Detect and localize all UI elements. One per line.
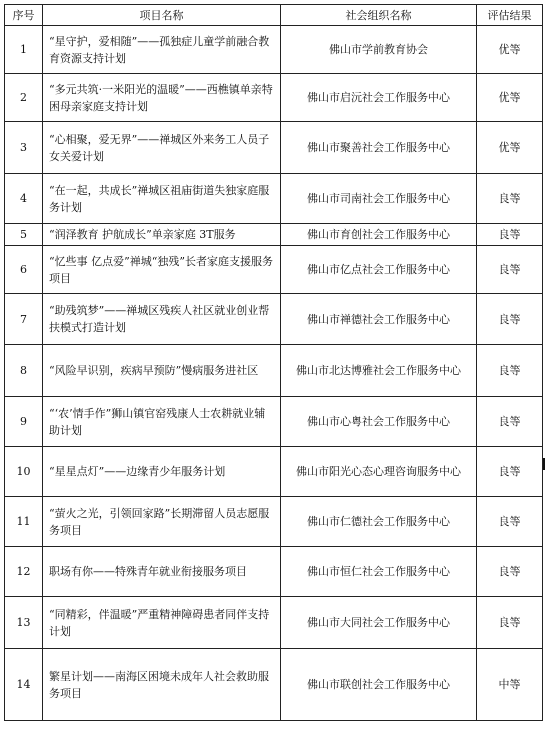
organization-name: 佛山市育创社会工作服务中心 (281, 224, 477, 246)
evaluation-result: 优等 (477, 122, 543, 174)
project-name: “风险早识别，疾病早预防”慢病服务进社区 (43, 345, 281, 397)
project-name: “助残筑梦”——禅城区残疾人社区就业创业帮扶模式打造计划 (43, 294, 281, 345)
organization-name: 佛山市大同社会工作服务中心 (281, 597, 477, 649)
project-name: “润泽教育 护航成长”单亲家庭 3T服务 (43, 224, 281, 246)
project-name: “多元共筑·一米阳光的温暖”——西樵镇单亲特困母亲家庭支持计划 (43, 74, 281, 122)
row-number: 14 (5, 649, 43, 721)
table-row (5, 597, 543, 649)
evaluation-result: 良等 (477, 497, 543, 547)
row-number: 11 (5, 497, 43, 547)
project-name: “星守护，爱相随”——孤独症儿童学前融合教育资源支持计划 (43, 26, 281, 74)
organization-name: 佛山市司南社会工作服务中心 (281, 174, 477, 224)
header-project-name: 项目名称 (43, 5, 281, 26)
organization-name: 佛山市阳光心态心理咨询服务中心 (281, 447, 477, 497)
organization-name: 佛山市恒仁社会工作服务中心 (281, 547, 477, 597)
evaluation-table (4, 4, 543, 721)
row-number: 8 (5, 345, 43, 397)
project-name: “在一起，共成长”禅城区祖庙街道失独家庭服务计划 (43, 174, 281, 224)
project-name: “星星点灯”——边缘青少年服务计划 (43, 447, 281, 497)
organization-name: 佛山市北达博雅社会工作服务中心 (281, 345, 477, 397)
row-number: 5 (5, 224, 43, 246)
table-row (5, 497, 543, 547)
edge-mark (543, 458, 545, 470)
evaluation-result: 良等 (477, 294, 543, 345)
row-number: 9 (5, 397, 43, 447)
table-row (5, 246, 543, 294)
organization-name: 佛山市仁德社会工作服务中心 (281, 497, 477, 547)
evaluation-result: 良等 (477, 447, 543, 497)
evaluation-result: 良等 (477, 246, 543, 294)
project-name: “萤火之光，引领回家路”长期滞留人员志愿服务项目 (43, 497, 281, 547)
table-row (5, 547, 543, 597)
evaluation-result: 优等 (477, 26, 543, 74)
project-name: “同精彩，伴温暖”严重精神障碍患者同伴支持计划 (43, 597, 281, 649)
organization-name: 佛山市启沅社会工作服务中心 (281, 74, 477, 122)
row-number: 10 (5, 447, 43, 497)
evaluation-result: 良等 (477, 224, 543, 246)
header-evaluation-result: 评估结果 (477, 5, 543, 26)
organization-name: 佛山市禅德社会工作服务中心 (281, 294, 477, 345)
evaluation-result: 良等 (477, 547, 543, 597)
evaluation-result: 中等 (477, 649, 543, 721)
project-name: “心相聚，爱无界”——禅城区外来务工人员子女关爱计划 (43, 122, 281, 174)
header-organization-name: 社会组织名称 (281, 5, 477, 26)
evaluation-result: 良等 (477, 174, 543, 224)
row-number: 13 (5, 597, 43, 649)
project-name: 繁星计划——南海区困境未成年人社会救助服务项目 (43, 649, 281, 721)
row-number: 7 (5, 294, 43, 345)
header-number: 序号 (5, 5, 43, 26)
row-number: 12 (5, 547, 43, 597)
evaluation-result: 良等 (477, 597, 543, 649)
organization-name: 佛山市亿点社会工作服务中心 (281, 246, 477, 294)
organization-name: 佛山市联创社会工作服务中心 (281, 649, 477, 721)
evaluation-result: 优等 (477, 74, 543, 122)
evaluation-result: 良等 (477, 397, 543, 447)
organization-name: 佛山市聚善社会工作服务中心 (281, 122, 477, 174)
table-row (5, 649, 543, 721)
table-header-row (5, 5, 543, 26)
table-row (5, 447, 543, 497)
project-name: “忆些事 亿点爱”禅城“独残”长者家庭支援服务项目 (43, 246, 281, 294)
project-name: 职场有你——特殊青年就业衔接服务项目 (43, 547, 281, 597)
table-row (5, 345, 543, 397)
row-number: 3 (5, 122, 43, 174)
table-row (5, 122, 543, 174)
table-row (5, 397, 543, 447)
row-number: 4 (5, 174, 43, 224)
table-row (5, 224, 543, 246)
table-row (5, 294, 543, 345)
row-number: 1 (5, 26, 43, 74)
project-name: “‘农’情手作”狮山镇官窑残康人士农耕就业辅助计划 (43, 397, 281, 447)
table-row (5, 174, 543, 224)
row-number: 2 (5, 74, 43, 122)
row-number: 6 (5, 246, 43, 294)
organization-name: 佛山市心粤社会工作服务中心 (281, 397, 477, 447)
organization-name: 佛山市学前教育协会 (281, 26, 477, 74)
table-row (5, 26, 543, 74)
table-row (5, 74, 543, 122)
evaluation-result: 良等 (477, 345, 543, 397)
